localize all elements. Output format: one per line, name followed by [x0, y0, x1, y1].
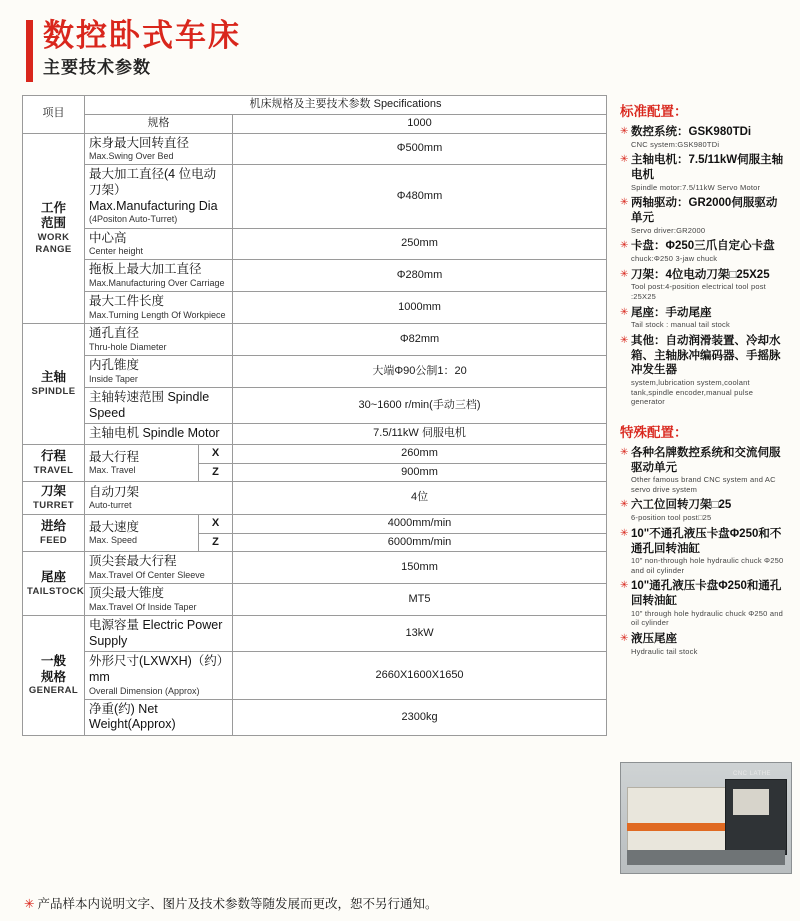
table-row — [23, 514, 607, 533]
param-name — [85, 552, 233, 584]
param-name-en: Thru-hole Diameter — [89, 341, 167, 352]
list-item — [620, 153, 788, 192]
config-item-en: chuck:Φ250 3-jaw chuck — [631, 254, 718, 264]
config-item-en: 10" through hole hydraulic chuck Φ250 and oil cylinder — [631, 608, 783, 628]
param-name-cn: 拖板上最大加工直径 — [89, 262, 202, 277]
table-row — [23, 292, 607, 324]
param-name-cn: 最大工件长度 — [89, 294, 165, 309]
param-name — [85, 699, 233, 735]
header-accent-bar — [26, 20, 33, 82]
param-value: Φ480mm — [233, 165, 607, 228]
bullet-star-icon: ✳ — [620, 197, 629, 209]
list-item — [620, 632, 788, 656]
table-row — [23, 114, 607, 133]
param-value: 6000mm/min — [233, 533, 607, 552]
config-item-en: Tool post:4-position electrical tool post :25X25 — [631, 282, 766, 301]
group-label-en: TRAVEL — [33, 464, 74, 476]
config-item-cn: 六工位回转刀架□25 — [631, 499, 732, 512]
param-name — [85, 584, 233, 616]
param-name-cn: 主轴电机 Spindle Motor — [89, 426, 220, 441]
machine-accent-stripe — [627, 823, 733, 831]
axis-label: Z — [199, 463, 233, 482]
table-header-specifications: 机床规格及主要技术参数 Specifications — [85, 96, 607, 115]
group-label-cn: 一般 规格 — [40, 653, 66, 684]
param-name — [85, 616, 233, 652]
table-row — [23, 482, 607, 515]
config-item-cn: 液压尾座 — [631, 633, 677, 646]
machine-base — [627, 850, 785, 865]
param-name — [85, 260, 233, 292]
list-item — [620, 579, 788, 628]
group-label-en: WORK RANGE — [35, 232, 72, 255]
table-row — [23, 584, 607, 616]
machine-enclosure — [627, 787, 735, 855]
machine-photo — [620, 762, 792, 874]
param-name-cn: 床身最大回转直径 — [89, 135, 190, 150]
machine-control-panel — [733, 789, 769, 815]
param-name-en: Center height — [89, 246, 144, 257]
param-name — [85, 652, 233, 700]
param-value: 250mm — [233, 228, 607, 260]
param-name-en: Max.Travel Of Inside Taper — [89, 601, 197, 612]
config-item-en: system,lubrication system,coolant tank,spindle encoder,manual pulse generator — [631, 378, 754, 407]
table-row — [23, 228, 607, 260]
param-value: MT5 — [233, 584, 607, 616]
config-item-en: Other famous brand CNC system and AC servo drive system — [631, 475, 776, 494]
param-name — [85, 133, 233, 165]
param-name — [85, 514, 199, 552]
list-item — [620, 268, 788, 302]
list-item — [620, 196, 788, 235]
group-spindle — [23, 324, 85, 445]
footnote — [24, 894, 438, 912]
bullet-star-icon: ✳ — [620, 527, 629, 539]
param-name-en: Inside Taper — [89, 373, 138, 384]
group-label-en: TURRET — [33, 499, 74, 511]
param-name-en: Max.Swing Over Bed — [89, 151, 174, 162]
special-config-list — [620, 446, 788, 657]
param-name-en: Max. Speed — [89, 535, 138, 546]
axis-label: X — [199, 444, 233, 463]
param-name-en: Auto-turret — [89, 500, 132, 511]
param-name-cn: 外形尺寸(LXWXH)（约）mm — [89, 654, 224, 684]
config-item-en: Servo driver:GR2000 — [631, 225, 706, 235]
config-item-cn: 各种名牌数控系统和交流伺服驱动单元 — [631, 446, 781, 474]
table-row — [23, 96, 607, 115]
param-name-cn: 顶尖最大锥度 — [89, 586, 165, 601]
table-row — [23, 165, 607, 228]
param-name — [85, 424, 233, 445]
table-row — [23, 444, 607, 463]
param-value: 900mm — [233, 463, 607, 482]
param-name-en: Max.Manufacturing Over Carriage — [89, 278, 225, 288]
table-row — [23, 652, 607, 700]
param-name — [85, 228, 233, 260]
list-item — [620, 239, 788, 263]
page-subtitle: 主要技术参数 — [43, 58, 151, 77]
param-name-cn: 主轴转速范围 Spindle Speed — [89, 389, 210, 420]
param-name-en: Max.Turning Length Of Workpiece — [89, 309, 226, 320]
group-label-cn: 工作 范围 — [40, 200, 66, 231]
bullet-star-icon: ✳ — [620, 240, 629, 252]
axis-label: X — [199, 514, 233, 533]
param-value: 260mm — [233, 444, 607, 463]
list-item — [620, 334, 788, 407]
group-label-cn: 进给 — [40, 519, 66, 534]
group-turret — [23, 482, 85, 515]
bullet-star-icon: ✳ — [620, 633, 629, 645]
table-row — [23, 699, 607, 735]
table-row — [23, 133, 607, 165]
group-tailstock — [23, 552, 85, 616]
configuration-sidebar — [620, 100, 788, 670]
group-travel — [23, 444, 85, 482]
param-name-cn: 净重(约) Net Weight(Approx) — [89, 701, 176, 732]
bullet-star-icon: ✳ — [620, 126, 629, 137]
param-value: 2660X1600X1650 — [233, 652, 607, 700]
param-value: 30~1600 r/min(手动三档) — [233, 387, 607, 423]
header-text-group — [43, 18, 241, 80]
table-row — [23, 356, 607, 388]
param-name-en: Max. Travel — [89, 465, 136, 476]
table-row — [23, 552, 607, 584]
group-feed — [23, 514, 85, 552]
spec-row-label: 规格 — [85, 114, 233, 133]
config-item-en: Tail stock : manual tail stock — [631, 320, 730, 330]
config-item-cn: 两轴驱动：GR2000伺服驱动单元 — [631, 197, 778, 225]
page-title: 数控卧式车床 — [43, 18, 241, 53]
config-item-cn: 刀架：4位电动刀架□25X25 — [631, 268, 770, 281]
specification-table — [22, 95, 607, 736]
config-item-en: CNC system:GSK980TDi — [631, 139, 720, 149]
param-name-cn: 最大行程 — [89, 449, 140, 464]
config-item-cn: 主轴电机：7.5/11kW伺服主轴电机 — [631, 154, 784, 182]
config-item-en: Hydraulic tail stock — [631, 646, 698, 656]
group-label-en: SPINDLE — [31, 385, 76, 397]
list-item — [620, 498, 788, 522]
group-label-en: TAILSTOCK — [27, 585, 85, 597]
param-name-cn: 中心高 — [89, 230, 127, 245]
param-name-cn: 通孔直径 — [89, 326, 140, 341]
param-name-en: Overall Dimension (Approx) — [89, 685, 200, 696]
param-name-en: Max.Travel Of Center Sleeve — [89, 569, 205, 580]
param-value: 13kW — [233, 616, 607, 652]
group-label-cn: 行程 — [40, 449, 66, 464]
list-item — [620, 527, 788, 576]
param-value: 150mm — [233, 552, 607, 584]
group-label-cn: 刀架 — [40, 484, 66, 499]
standard-config-title: 标准配置： — [620, 104, 688, 119]
table-row — [23, 260, 607, 292]
bullet-star-icon: ✳ — [620, 154, 629, 166]
param-name — [85, 292, 233, 324]
machine-logo-text: CNC LATHE — [733, 771, 772, 777]
param-name — [85, 324, 233, 356]
config-item-cn: 卡盘：Φ250三爪自定心卡盘 — [631, 240, 775, 253]
table-row — [23, 387, 607, 423]
bullet-star-icon: ✳ — [620, 580, 629, 592]
bullet-star-icon: ✳ — [620, 334, 629, 346]
param-value: 4位 — [233, 482, 607, 515]
param-name-cn: 最大加工直径(4 位电动 — [89, 167, 217, 182]
param-name-en: (4Positon Auto-Turret) — [89, 214, 178, 225]
config-item-cn: 其他：自动润滑装置、冷却水箱、主轴脉冲编码器、手摇脉冲发生器 — [631, 334, 781, 377]
param-name-cn2: 刀架）Max.Manufacturing Dia — [89, 183, 218, 213]
standard-config-list — [620, 125, 788, 407]
table-row — [23, 424, 607, 445]
bullet-star-icon: ✳ — [620, 306, 629, 318]
param-name — [85, 482, 233, 515]
bullet-star-icon: ✳ — [620, 268, 629, 280]
spec-row-value: 1000 — [233, 114, 607, 133]
param-name-cn: 最大速度 — [89, 519, 140, 534]
group-label-cn: 主轴 — [40, 370, 66, 385]
footnote-text: 产品样本内说明文字、图片及技术参数等随发展而更改，恕不另行通知。 — [37, 897, 438, 911]
group-label-en: GENERAL — [28, 685, 79, 697]
param-name — [85, 387, 233, 423]
param-value: 7.5/11kW 伺服电机 — [233, 424, 607, 445]
table-row — [23, 616, 607, 652]
param-value: 2300kg — [233, 699, 607, 735]
group-work-range — [23, 133, 85, 324]
param-name — [85, 165, 233, 228]
param-value: 4000mm/min — [233, 514, 607, 533]
group-general — [23, 616, 85, 736]
config-item-en: 10" non-through hole hydraulic chuck Φ250 and oil cylinder — [631, 556, 784, 575]
param-value: Φ82mm — [233, 324, 607, 356]
bullet-star-icon: ✳ — [620, 499, 629, 511]
param-name — [85, 356, 233, 388]
list-item — [620, 125, 788, 149]
param-value: Φ280mm — [233, 260, 607, 292]
config-item-en: 6-position tool post□25 — [631, 513, 712, 523]
page-header — [26, 18, 241, 82]
param-name-cn: 自动刀架 — [89, 484, 140, 499]
param-name-cn: 电源容量 Electric Power Supply — [89, 618, 223, 648]
config-item-cn: 尾座：手动尾座 — [631, 306, 712, 319]
param-value: 大端Φ90公制1：20 — [233, 356, 607, 388]
group-label-en: FEED — [40, 534, 67, 546]
bullet-star-icon: ✳ — [620, 446, 629, 458]
axis-label: Z — [199, 533, 233, 552]
footnote-star-icon: ✳ — [24, 897, 35, 911]
param-name-cn: 内孔锥度 — [89, 358, 140, 372]
param-name — [85, 444, 199, 482]
config-item-en: Spindle motor:7.5/11kW Servo Motor — [631, 182, 761, 192]
config-item-cn: 10"通孔液压卡盘Φ250和通孔回转油缸 — [631, 580, 782, 608]
table-row — [23, 324, 607, 356]
config-item-cn: 数控系统：GSK980TDi — [631, 126, 752, 138]
config-item-cn: 10"不通孔液压卡盘Φ250和不通孔回转油缸 — [631, 527, 782, 555]
list-item — [620, 306, 788, 330]
param-value: Φ500mm — [233, 133, 607, 165]
special-config-title: 特殊配置： — [620, 424, 688, 440]
param-value: 1000mm — [233, 292, 607, 324]
param-name-cn: 顶尖套最大行程 — [89, 554, 177, 569]
list-item — [620, 446, 788, 495]
table-header-item: 项目 — [23, 96, 85, 134]
group-label-cn: 尾座 — [40, 569, 66, 584]
